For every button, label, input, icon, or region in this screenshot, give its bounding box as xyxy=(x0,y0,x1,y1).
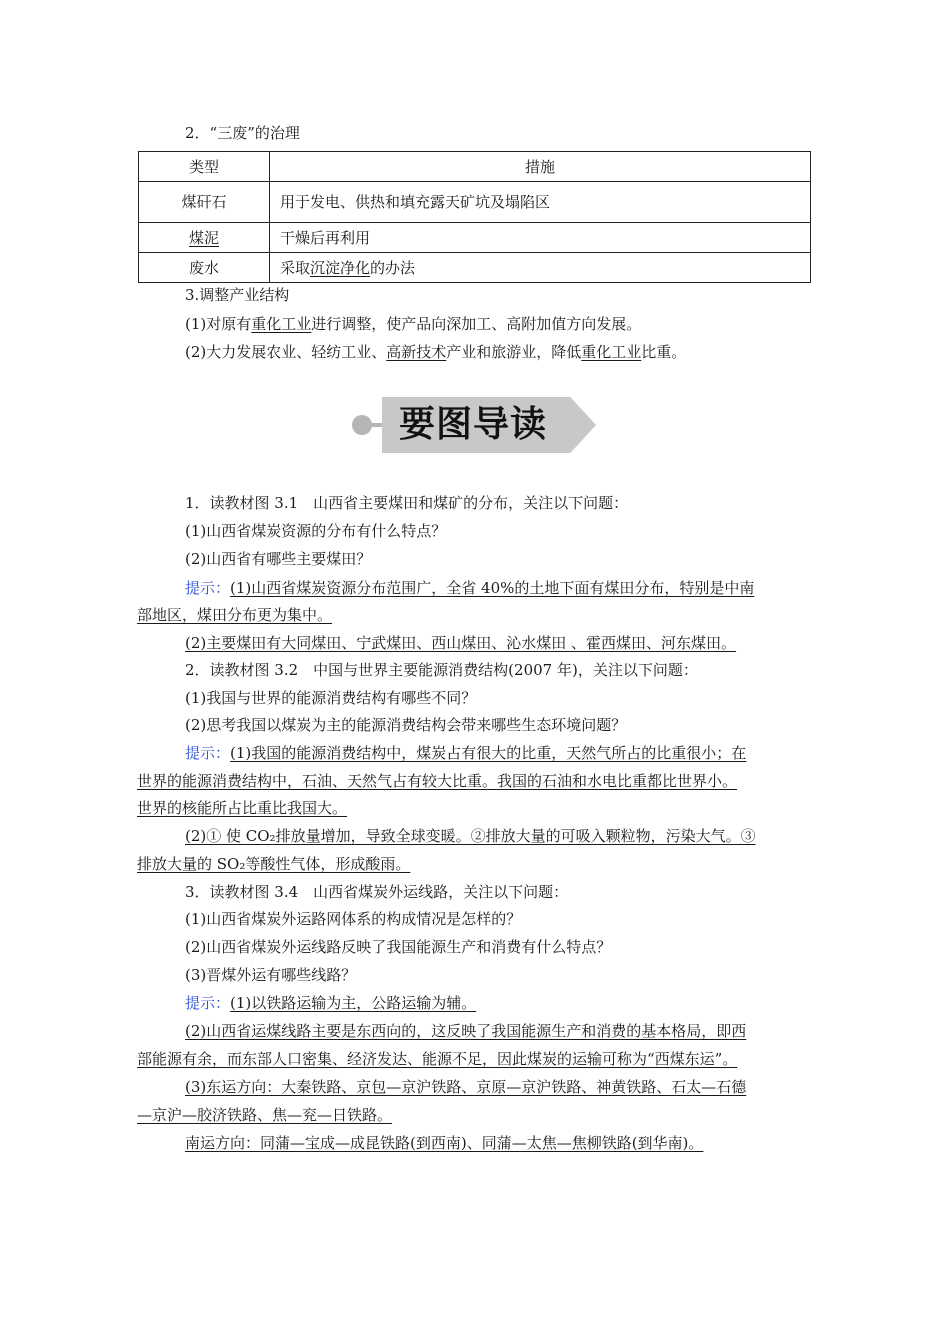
banner-title: 要图导读 xyxy=(399,404,548,445)
table-header-measure: 措施 xyxy=(270,152,811,182)
waste-measure: 用于发电、供热和填充露天矿坑及塌陷区 xyxy=(270,182,811,223)
paragraph: (1)对原有重化工业进行调整，使产品向深加工、高附加值方向发展。 xyxy=(185,315,642,333)
table-header-row xyxy=(139,152,811,182)
table-row xyxy=(139,182,811,223)
question-item: (1)山西省煤炭外运路网体系的构成情况是怎样的？ xyxy=(185,910,522,928)
hint-line: (2)山西省运煤线路主要是东西向的，这反映了我国能源生产和消费的基本格局，即西 xyxy=(185,1022,747,1040)
hint-line: 提示：(1)我国的能源消费结构中，煤炭占有很大的比重，天然气所占的比重很小；在 xyxy=(185,744,747,762)
question-title: 1．读教材图 3.1 山西省主要煤田和煤矿的分布，关注以下问题： xyxy=(185,494,629,512)
hint-line: 提示：(1)山西省煤炭资源分布范围广，全省 40%的土地下面有煤田分布，特别是中南 xyxy=(185,579,755,597)
section-heading-structure: 3.调整产业结构 xyxy=(185,286,290,304)
question-item: (2)思考我国以煤炭为主的能源消费结构会带来哪些生态环境问题？ xyxy=(185,716,627,734)
waste-type: 煤矸石 xyxy=(139,182,270,223)
hint-line: (3)东运方向：大秦铁路、京包—京沪铁路、京原—京沪铁路、神黄铁路、石太—石德 xyxy=(185,1078,747,1096)
waste-type: 煤泥 xyxy=(139,223,270,253)
question-title: 2．读教材图 3.2 中国与世界主要能源消费结构(2007 年)，关注以下问题： xyxy=(185,661,698,679)
question-item: (1)我国与世界的能源消费结构有哪些不同？ xyxy=(185,689,477,707)
hint-line: 提示：(1)以铁路运输为主，公路运输为辅。 xyxy=(185,994,477,1012)
table-header-type: 类型 xyxy=(139,152,270,182)
waste-measure: 干燥后再利用 xyxy=(270,223,811,253)
banner-dot-icon xyxy=(352,415,372,435)
hint-line: (2)① 使 CO₂排放量增加，导致全球变暖。②排放大量的可吸入颗粒物，污染大气。③ xyxy=(185,827,756,845)
question-item: (2)山西省有哪些主要煤田？ xyxy=(185,550,372,568)
question-item: (1)山西省煤炭资源的分布有什么特点？ xyxy=(185,522,447,540)
hint-line: —京沪—胶济铁路、焦—兖—日铁路。 xyxy=(137,1106,393,1124)
paragraph: (2)大力发展农业、轻纺工业、高新技术产业和旅游业，降低重化工业比重。 xyxy=(185,343,687,361)
hint-line: 排放大量的 SO₂等酸性气体，形成酸雨。 xyxy=(137,855,411,873)
table-row xyxy=(139,253,811,283)
waste-type: 废水 xyxy=(139,253,270,283)
hint-line: 部地区，煤田分布更为集中。 xyxy=(137,606,333,624)
waste-measure: 采取沉淀净化的办法 xyxy=(270,253,811,283)
hint-line: 世界的能源消费结构中，石油、天然气占有较大比重。我国的石油和水电比重都比世界小。 xyxy=(137,772,738,790)
section-heading-waste: 2．“三废”的治理 xyxy=(185,124,300,142)
question-title: 3．读教材图 3.4 山西省煤炭外运线路，关注以下问题： xyxy=(185,883,569,901)
question-item: (2)山西省煤炭外运线路反映了我国能源生产和消费有什么特点？ xyxy=(185,938,612,956)
question-item: (3)晋煤外运有哪些线路？ xyxy=(185,966,357,984)
hint-line: (2)主要煤田有大同煤田、宁武煤田、西山煤田、沁水煤田 、霍西煤田、河东煤田。 xyxy=(185,634,737,652)
waste-treatment-table xyxy=(138,151,811,283)
section-banner xyxy=(352,397,600,453)
hint-line: 世界的核能所占比重比我国大。 xyxy=(137,799,348,817)
table-row xyxy=(139,223,811,253)
hint-line: 南运方向：同蒲—宝成—成昆铁路(到西南)、同蒲—太焦—焦柳铁路(到华南)。 xyxy=(185,1134,704,1152)
hint-line: 部能源有余，而东部人口密集、经济发达、能源不足，因此煤炭的运输可称为“西煤东运”。 xyxy=(137,1050,738,1068)
